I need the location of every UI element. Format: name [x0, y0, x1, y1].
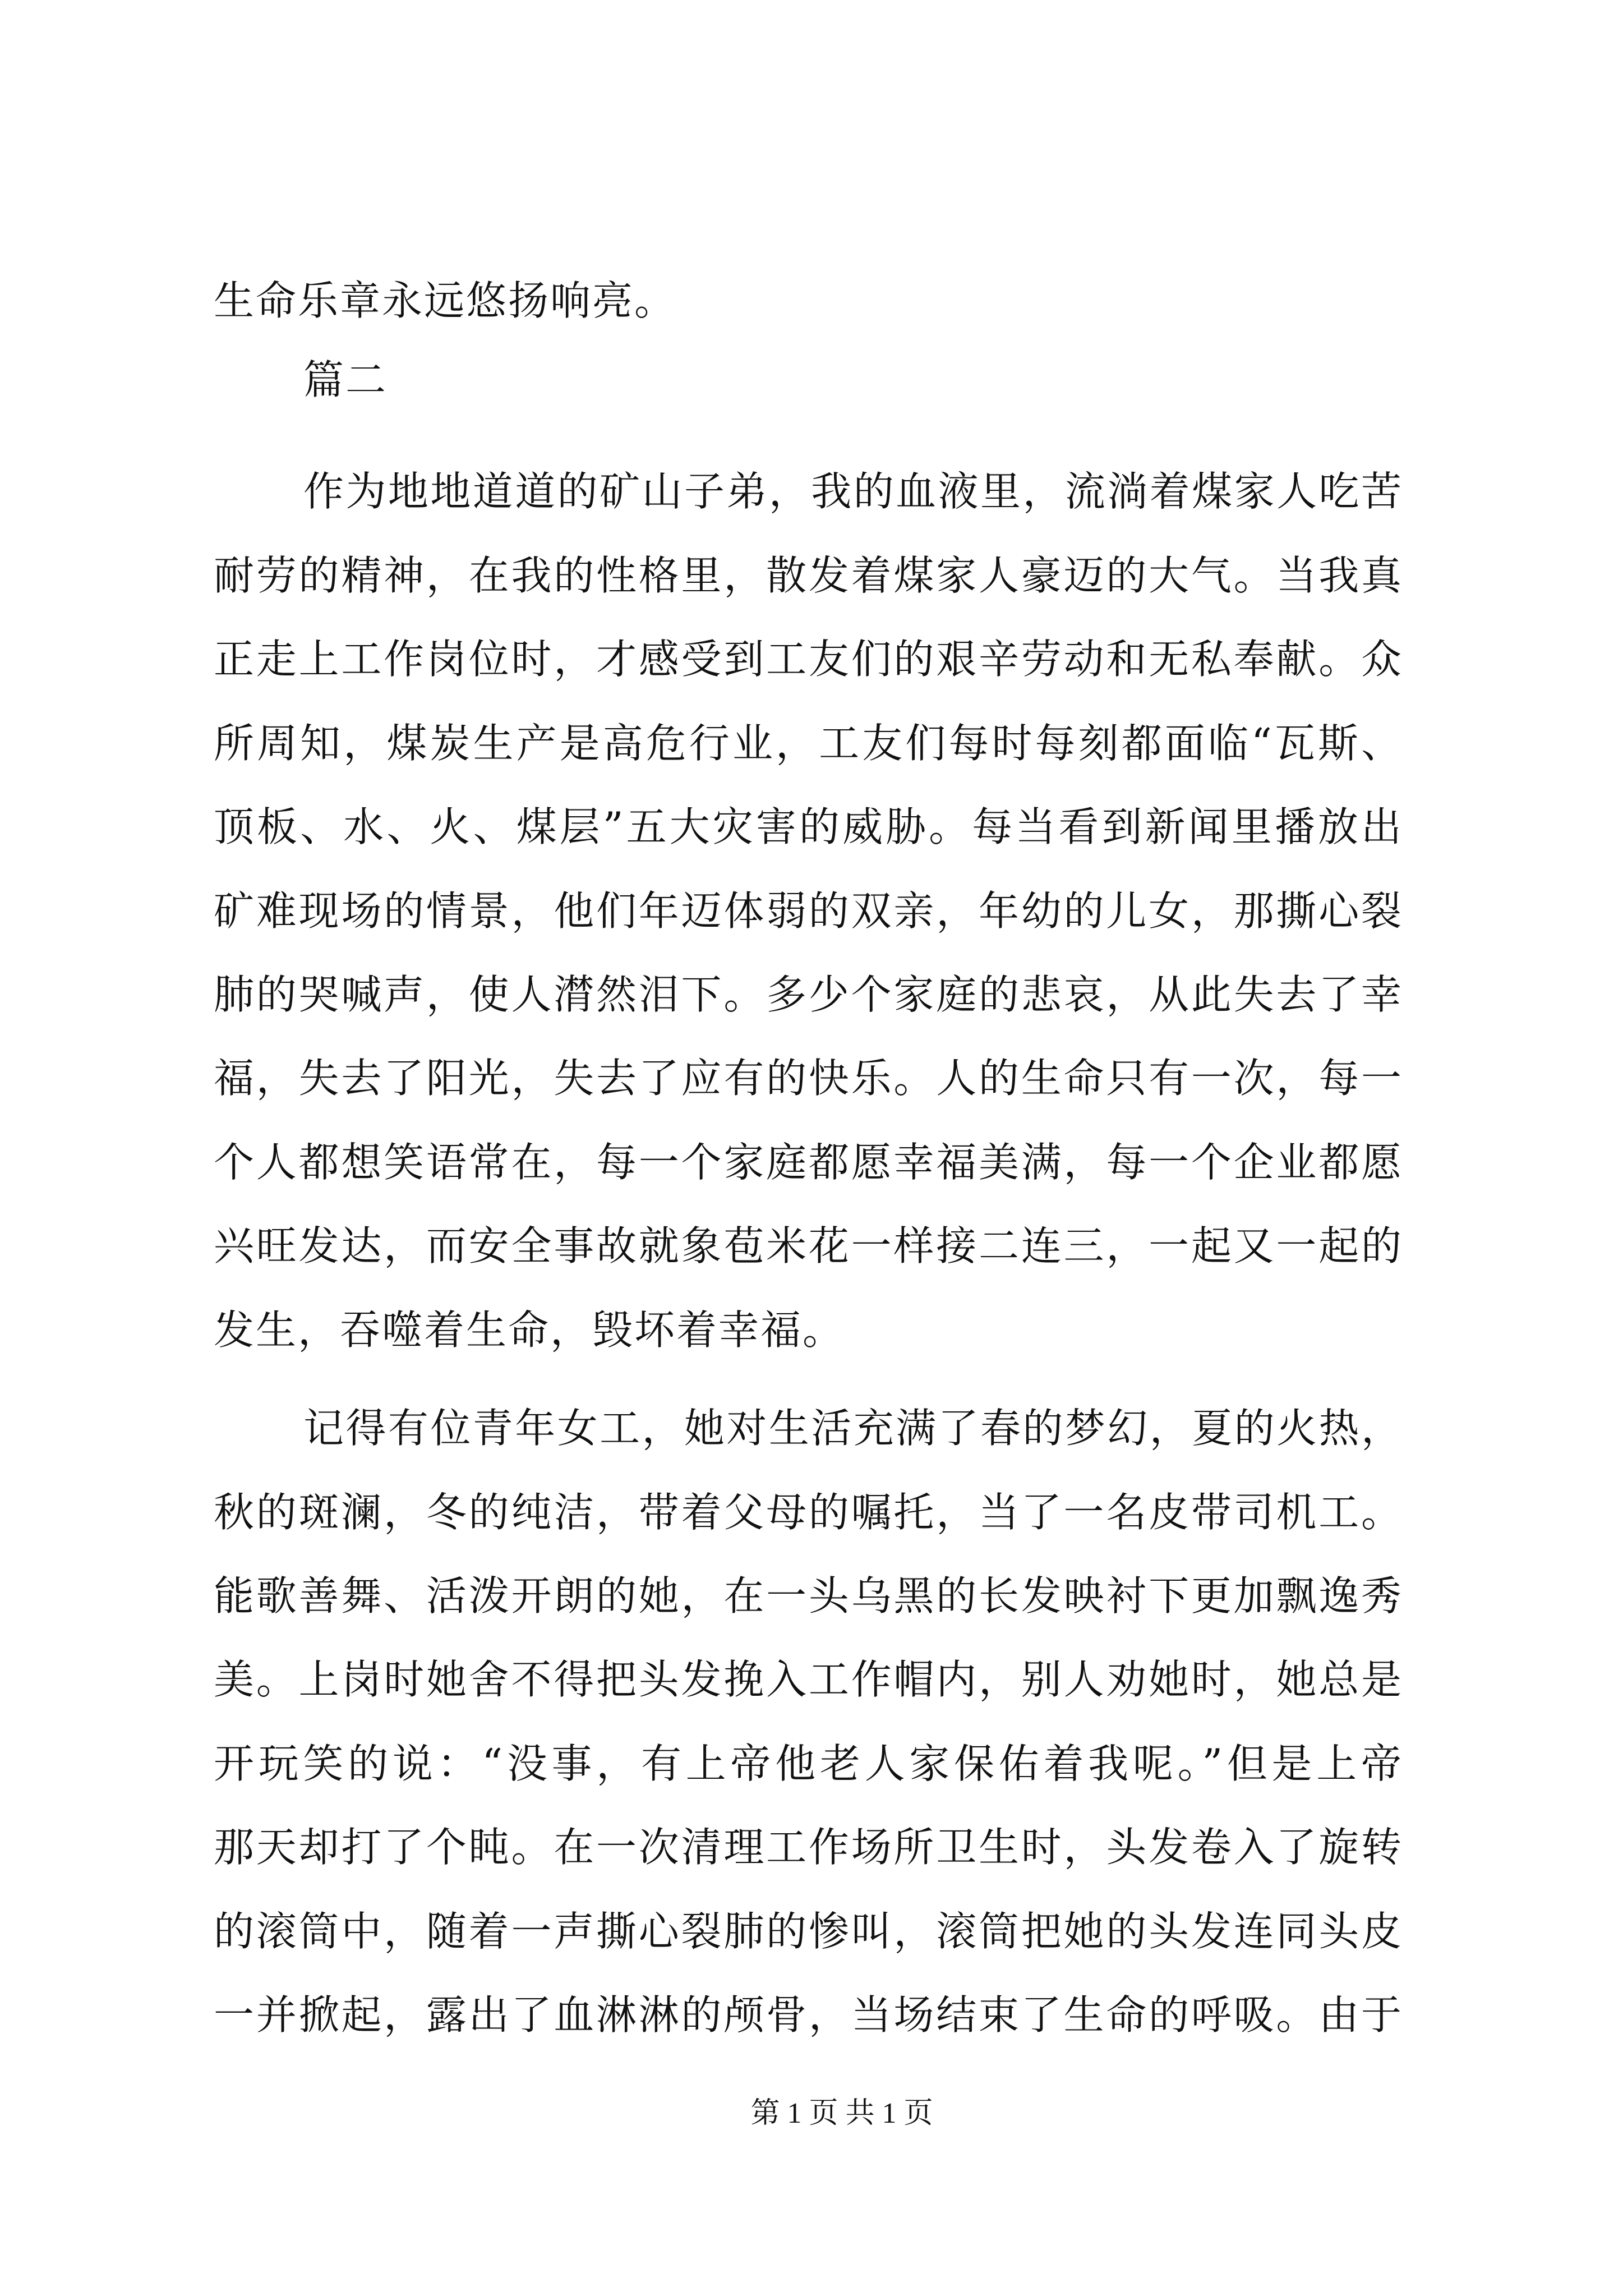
- page-footer: 第 1 页 共 1 页: [750, 2097, 933, 2129]
- text-line: 耐劳的精神，在我的性格里，散发着煤家人豪迈的大气。当我真: [214, 552, 1401, 599]
- text-line: 兴旺发达，而安全事故就象苞米花一样接二连三，一起又一起的: [214, 1222, 1401, 1269]
- text-line: 个人都想笑语常在，每一个家庭都愿幸福美满，每一个企业都愿: [214, 1139, 1401, 1186]
- text-line: 福，失去了阳光，失去了应有的快乐。人的生命只有一次，每一: [214, 1055, 1401, 1102]
- text-line: 发生，吞噬着生命，毁坏着幸福。: [214, 1306, 845, 1354]
- text-line: 顶板、水、火、煤层”五大灾害的威胁。每当看到新闻里播放出: [214, 803, 1401, 850]
- text-line: 美。上岗时她舍不得把头发挽入工作帽内，别人劝她时，她总是: [214, 1656, 1401, 1703]
- text-line: 那天却打了个盹。在一次清理工作场所卫生时，头发卷入了旋转: [214, 1824, 1401, 1871]
- text-line: 的滚筒中，随着一声撕心裂肺的惨叫，滚筒把她的头发连同头皮: [214, 1908, 1401, 1955]
- text-line: 矿难现场的情景，他们年迈体弱的双亲，年幼的儿女，那撕心裂: [214, 887, 1401, 935]
- text-line: 一并掀起，露出了血淋淋的颅骨，当场结束了生命的呼吸。由于: [214, 1991, 1401, 2039]
- text-line: 正走上工作岗位时，才感受到工友们的艰辛劳动和无私奉献。众: [214, 636, 1401, 683]
- text-line: 秋的斑澜，冬的纯洁，带着父母的嘱托，当了一名皮带司机工。: [214, 1489, 1401, 1536]
- text-line: 记得有位青年女工，她对生活充满了春的梦幻，夏的火热，: [303, 1405, 1401, 1452]
- text-line: 能歌善舞、活泼开朗的她，在一头乌黑的长发映衬下更加飘逸秀: [214, 1572, 1401, 1619]
- text-line: 作为地地道道的矿山子弟，我的血液里，流淌着煤家人吃苦: [303, 468, 1401, 515]
- text-line: 生命乐章永远悠扬响亮。: [214, 277, 677, 324]
- text-line: 所周知，煤炭生产是高危行业，工友们每时每刻都面临“瓦斯、: [214, 720, 1401, 767]
- text-line: 开玩笑的说：“没事，有上帝他老人家保佑着我呢。”但是上帝: [214, 1740, 1401, 1787]
- section-heading-text: 篇二: [303, 356, 388, 403]
- text-line: 肺的哭喊声，使人潸然泪下。多少个家庭的悲哀，从此失去了幸: [214, 971, 1401, 1018]
